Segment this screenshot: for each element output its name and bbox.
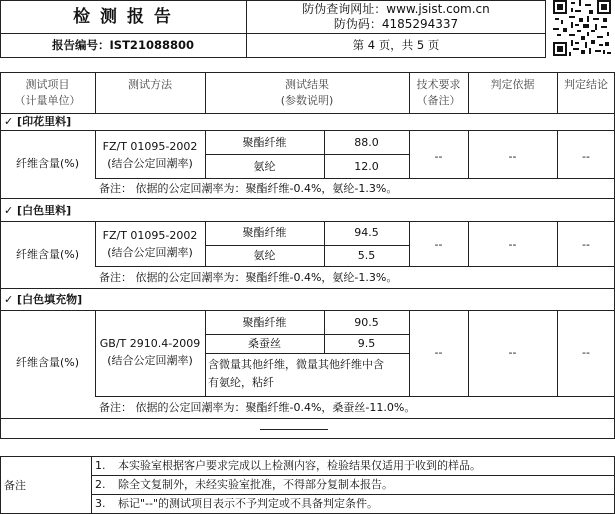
- header-basis: 判定依据: [490, 78, 535, 91]
- requirement-value: --: [434, 150, 443, 163]
- fiber-value: 5.5: [357, 249, 376, 262]
- requirement-value: --: [434, 346, 443, 359]
- conclusion-value: --: [582, 238, 590, 251]
- section-title: ✓ [印花里料]: [4, 115, 72, 128]
- basis-value: --: [508, 346, 517, 359]
- section-title: ✓ [白色里料]: [4, 204, 72, 217]
- fiber-value: 9.5: [357, 337, 376, 350]
- fiber-value: 94.5: [354, 226, 379, 239]
- note-text: 标记"--"的测试项目表示不予判定或不具备判定条件。: [118, 497, 379, 510]
- header-test-method: 测试方法: [128, 78, 172, 91]
- conclusion-value: --: [582, 150, 590, 163]
- header-conclusion: 判定结论: [564, 78, 608, 91]
- remark-text: 备注： 依据的公定回潮率为：聚酯纤维-0.4%，桑蚕丝-11.0%。: [99, 401, 416, 414]
- remark-text: 备注： 依据的公定回潮率为：聚酯纤维-0.4%，氨纶-1.3%。: [99, 271, 398, 284]
- note-text: 本实验室根据客户要求完成以上检测内容，检验结果仅适用于收到的样品。: [118, 459, 481, 472]
- fiber-value: 90.5: [354, 316, 379, 329]
- fiber-name: 聚酯纤维: [242, 316, 287, 329]
- test-item-label: 纤维含量(%): [15, 248, 80, 261]
- verify-code: 防伪码：4185294337: [333, 17, 459, 31]
- method-note: (结合公定回潮率): [107, 157, 193, 170]
- fiber-extra-note: 有氨纶，粘纤: [208, 376, 274, 389]
- basis-value: --: [508, 150, 517, 163]
- test-item-label: 纤维含量(%): [15, 157, 80, 170]
- fiber-name: 聚酯纤维: [242, 226, 287, 239]
- fiber-value: 12.0: [354, 160, 379, 173]
- fiber-name: 桑蚕丝: [248, 337, 281, 350]
- verify-site: 防伪查询网址：www.jsist.com.cn: [302, 2, 490, 16]
- note-number: 3.: [95, 497, 106, 510]
- remark-text: 备注： 依据的公定回潮率为：聚酯纤维-0.4%，氨纶-1.3%。: [99, 182, 398, 195]
- section-title: ✓ [白色填充物]: [4, 293, 83, 306]
- header-test-result: 测试结果: [285, 78, 329, 91]
- requirement-value: --: [434, 238, 443, 251]
- qr-code-icon: [553, 0, 611, 56]
- method-note: (结合公定回潮率): [107, 354, 193, 367]
- report-number: 报告编号：IST21088800: [52, 38, 194, 52]
- note-text: 除全文复制外，未经实验室批准，不得部分复制本报告。: [118, 478, 393, 491]
- fiber-name: 氨纶: [253, 160, 276, 173]
- header-requirement-note: （备注）: [416, 94, 461, 107]
- header-test-item-unit: （计量单位）: [14, 94, 81, 107]
- header-requirement: 技术要求: [416, 78, 461, 91]
- fiber-value: 88.0: [354, 136, 379, 149]
- test-item-label: 纤维含量(%): [15, 356, 80, 369]
- method-standard: GB/T 2910.4-2009: [99, 337, 201, 350]
- note-number: 1.: [95, 459, 106, 472]
- header-test-item: 测试项目: [25, 78, 70, 91]
- note-number: 2.: [95, 478, 106, 491]
- basis-value: --: [508, 238, 517, 251]
- fiber-name: 氨纶: [253, 249, 276, 262]
- method-standard: FZ/T 01095-2002: [102, 140, 198, 153]
- report-title: 检 测 报 告: [73, 7, 173, 27]
- header-test-result-note: (参数说明): [280, 94, 334, 107]
- fiber-name: 聚酯纤维: [242, 136, 287, 149]
- fiber-extra-note: 含微量其他纤维，微量其他纤维中含: [208, 358, 384, 371]
- page-info: 第 4 页，共 5 页: [352, 38, 440, 52]
- method-note: (结合公定回潮率): [107, 246, 193, 259]
- end-separator: [260, 429, 328, 430]
- notes-label: 备注: [4, 479, 26, 492]
- conclusion-value: --: [582, 346, 590, 359]
- method-standard: FZ/T 01095-2002: [102, 229, 198, 242]
